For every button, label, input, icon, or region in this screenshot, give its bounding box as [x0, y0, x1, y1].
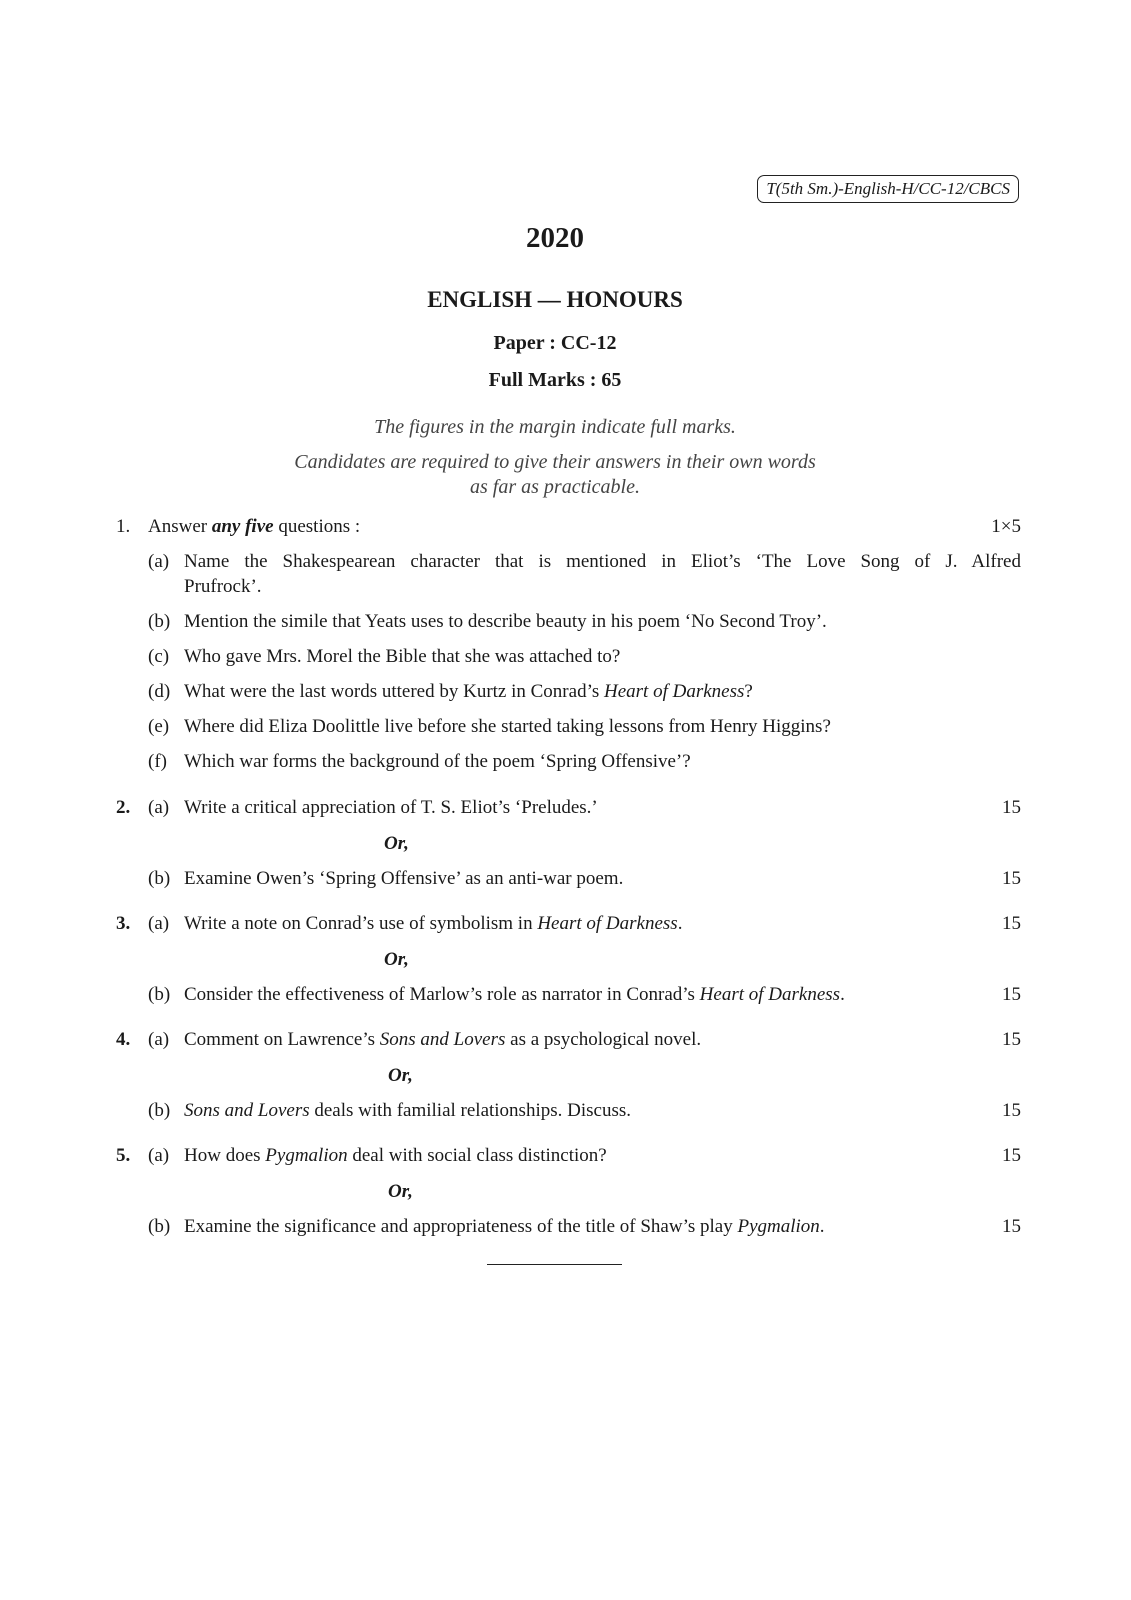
question-number: 4.	[116, 1029, 131, 1050]
instruction-emphasis: any five	[211, 516, 274, 537]
item-label: (c)	[148, 646, 170, 667]
item-marks: 15	[1002, 1216, 1021, 1237]
paper-code: T(5th Sm.)-English-H/CC-12/CBCS	[766, 179, 1010, 198]
q1-item-c	[0, 645, 1131, 671]
item-marks: 15	[1002, 984, 1021, 1005]
item-label: (b)	[148, 868, 171, 889]
item-label: (f)	[148, 751, 167, 772]
item-text	[184, 1215, 1021, 1239]
item-marks: 15	[1002, 1100, 1021, 1121]
q4-part-a	[0, 1028, 1131, 1054]
item-label: (a)	[148, 913, 170, 934]
item-label: (b)	[148, 984, 171, 1005]
item-text: Write a critical appreciation of T. S. Eliot’s ‘Preludes.’	[184, 797, 598, 818]
q1-item-b	[0, 610, 1131, 636]
full-marks: Full Marks : 65	[488, 369, 622, 391]
item-label: (b)	[148, 1100, 171, 1121]
q1-item-f	[0, 750, 1131, 776]
item-marks: 15	[1002, 797, 1021, 818]
question-1-header	[0, 515, 1131, 541]
q3-part-b	[0, 983, 1131, 1009]
item-text-line-1: Name the Shakespearean character that is mentioned in Eliot’s ‘The Love Song of J. Alfred	[184, 551, 1021, 572]
text-part: .	[840, 984, 845, 1005]
q1-item-e	[0, 715, 1131, 741]
text-part: Comment on Lawrence’s	[184, 1029, 380, 1050]
text-part: How does	[184, 1145, 266, 1166]
text-part: ?	[744, 681, 753, 702]
instruction-line-2: Candidates are required to give their answers in their own words	[294, 451, 816, 473]
item-label: (a)	[148, 551, 170, 572]
title-italic: Sons and Lovers	[379, 1029, 506, 1050]
item-label: (a)	[148, 797, 170, 818]
paper-label: Paper : CC-12	[493, 332, 617, 354]
instruction-prefix: Answer	[148, 516, 212, 537]
item-text	[184, 1144, 1021, 1168]
or-label: Or,	[388, 1181, 413, 1202]
title-italic: Heart of Darkness	[537, 913, 678, 934]
title-italic: Pygmalion	[265, 1145, 348, 1166]
item-label: (d)	[148, 681, 171, 702]
or-label: Or,	[388, 1065, 413, 1086]
q3-part-a	[0, 912, 1131, 938]
item-label: (a)	[148, 1029, 170, 1050]
or-label: Or,	[384, 833, 409, 854]
item-text	[184, 983, 1021, 1007]
item-text	[184, 912, 1021, 936]
q2-part-b	[0, 867, 1131, 893]
instruction-line-3: as far as practicable.	[470, 476, 640, 498]
item-marks: 15	[1002, 1029, 1021, 1050]
item-label: (b)	[148, 611, 171, 632]
exam-year: 2020	[526, 222, 584, 254]
question-1-instruction	[148, 515, 360, 539]
q4-part-b	[0, 1099, 1131, 1125]
item-marks: 15	[1002, 913, 1021, 934]
question-number: 3.	[116, 913, 131, 934]
instruction-suffix: questions :	[273, 516, 361, 537]
text-part: deal with social class distinction?	[347, 1145, 607, 1166]
q5-part-b	[0, 1215, 1131, 1241]
subject-title: ENGLISH — HONOURS	[427, 287, 683, 312]
q2-or	[0, 832, 1131, 858]
instruction-own-words	[0, 450, 1110, 500]
paper-code-box	[757, 175, 1019, 203]
instruction-margin: The figures in the margin indicate full marks.	[374, 416, 736, 438]
text-part: Examine the significance and appropriateness of the title of Shaw’s play	[184, 1216, 738, 1237]
q5-part-a	[0, 1144, 1131, 1170]
item-text-line-2: Prufrock’.	[184, 576, 262, 597]
q5-or	[0, 1180, 1131, 1206]
q1-item-a	[0, 550, 1131, 576]
text-part: .	[677, 913, 683, 934]
question-number: 5.	[116, 1145, 131, 1166]
item-text: Examine Owen’s ‘Spring Offensive’ as an anti-war poem.	[184, 868, 624, 889]
item-text	[184, 680, 1021, 704]
question-number: 2.	[116, 797, 131, 818]
item-label: (e)	[148, 716, 170, 737]
text-part: .	[819, 1216, 825, 1237]
q3-or	[0, 948, 1131, 974]
item-text	[184, 1028, 1021, 1052]
text-part: What were the last words uttered by Kurtz in Conrad’s	[184, 681, 604, 702]
item-marks: 15	[1002, 868, 1021, 889]
q4-or	[0, 1064, 1131, 1090]
title-italic: Heart of Darkness	[604, 681, 745, 702]
item-marks: 15	[1002, 1145, 1021, 1166]
title-italic: Sons and Lovers	[184, 1100, 310, 1121]
question-number: 1.	[116, 516, 131, 537]
q1-item-a-continued	[0, 575, 1131, 601]
q1-item-d	[0, 680, 1131, 706]
item-text	[184, 1099, 1021, 1123]
item-text: Who gave Mrs. Morel the Bible that she was attached to?	[184, 646, 621, 667]
title-italic: Heart of Darkness	[699, 984, 841, 1005]
text-part: deals with familial relationships. Discuss.	[309, 1100, 631, 1121]
item-text: Where did Eliza Doolittle live before she started taking lessons from Henry Higgins?	[184, 716, 831, 737]
text-part: Consider the effectiveness of Marlow’s role as narrator in Conrad’s	[184, 984, 700, 1005]
or-label: Or,	[384, 949, 409, 970]
question-marks: 1×5	[991, 516, 1021, 537]
item-text: Which war forms the background of the poem ‘Spring Offensive’?	[184, 751, 691, 772]
item-label: (b)	[148, 1216, 171, 1237]
text-part: Write a note on Conrad’s use of symbolism in	[184, 913, 538, 934]
item-text: Mention the simile that Yeats uses to describe beauty in his poem ‘No Second Troy’.	[184, 611, 827, 632]
item-label: (a)	[148, 1145, 170, 1166]
title-italic: Pygmalion	[737, 1216, 820, 1237]
text-part: as a psychological novel.	[505, 1029, 702, 1050]
q2-part-a	[0, 796, 1131, 822]
end-divider	[487, 1264, 622, 1265]
